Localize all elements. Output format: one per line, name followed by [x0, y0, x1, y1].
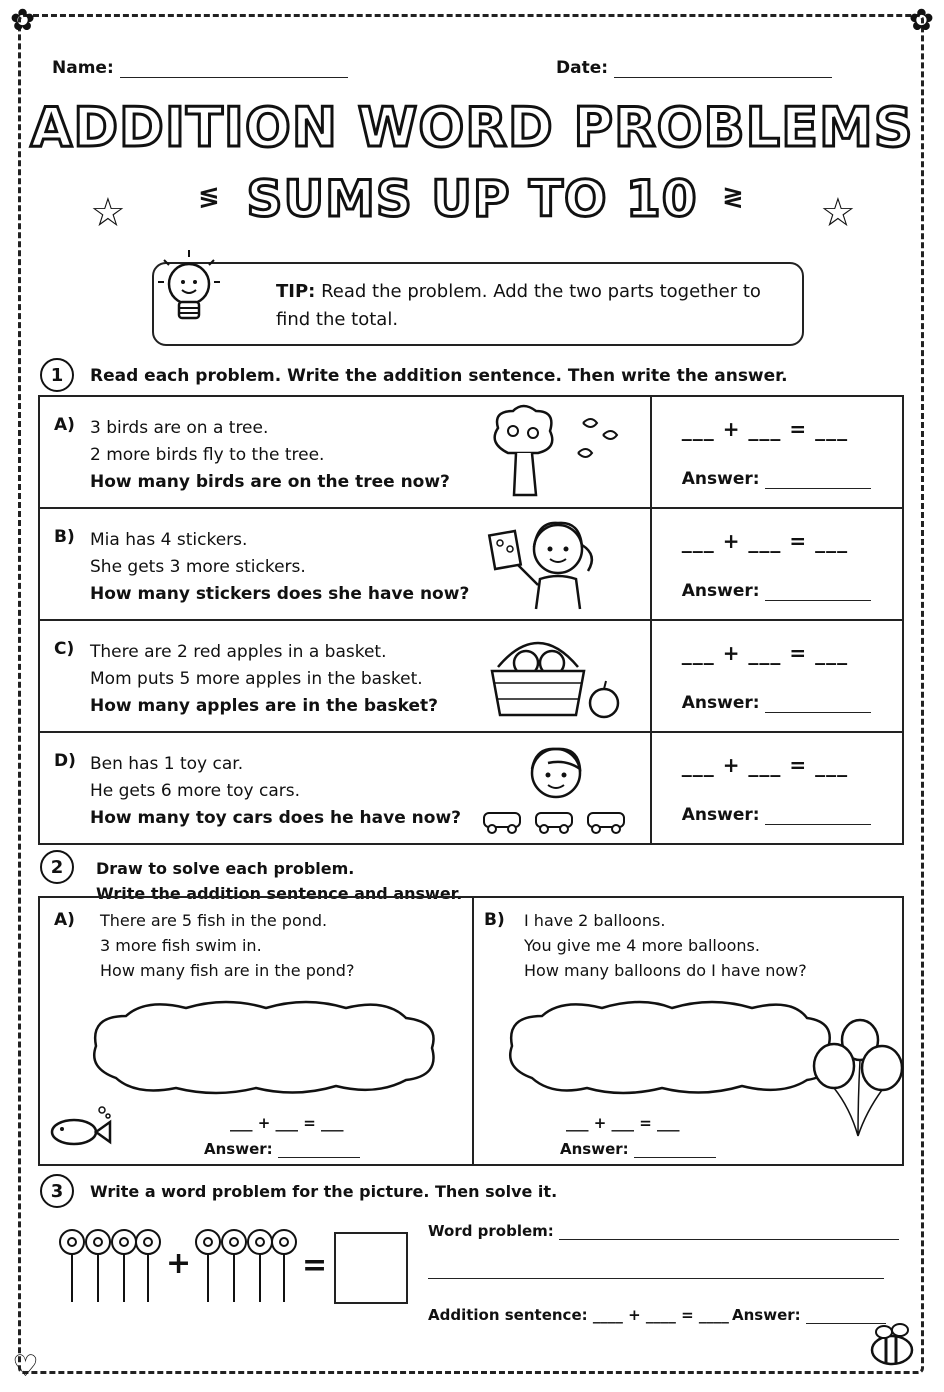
problem-letter: A) — [54, 910, 75, 930]
answer-box[interactable] — [334, 1232, 408, 1304]
problem-line: She gets 3 more stickers. — [90, 557, 306, 577]
sentence-label: Addition sentence: — [428, 1306, 588, 1324]
instruction-line: Draw to solve each problem. — [96, 859, 355, 878]
problem-line: Mom puts 5 more apples in the basket. — [90, 669, 423, 689]
problem-letter: D) — [54, 751, 76, 771]
date-field[interactable] — [556, 58, 832, 78]
problem-line: He gets 6 more toy cars. — [90, 781, 301, 801]
problem-line: You give me 4 more balloons. — [524, 936, 760, 955]
problem-line: Ben has 1 toy car. — [90, 754, 244, 774]
plus-sign: + — [166, 1246, 192, 1281]
problem-text — [524, 908, 807, 983]
lightbulb-icon — [144, 242, 234, 342]
addition-sentence-blank[interactable]: ___ + ___ = ___ — [566, 1114, 680, 1132]
problem-text — [90, 639, 438, 720]
problem-question: How many balloons do I have now? — [524, 961, 807, 980]
draw-box-b — [472, 896, 904, 1166]
star-icon: ☆ — [820, 190, 856, 236]
problem-line: 3 more fish swim in. — [100, 936, 262, 955]
answer-label: Answer: — [681, 469, 760, 489]
name-label: Name: — [52, 58, 114, 78]
heart-corner-icon: ♡ — [12, 1349, 39, 1384]
tip-text — [276, 278, 786, 334]
addition-sentence-field[interactable]: Addition sentence: ____ + ____ = ____ — [428, 1306, 729, 1324]
section1-instruction: Read each problem. Write the addition sentence. Then write the answer. — [90, 366, 788, 386]
problem-text — [90, 751, 461, 832]
problem-letter: B) — [54, 527, 75, 547]
problem-text — [90, 527, 469, 608]
tip-label: TIP: — [276, 281, 316, 302]
balloons-icon — [810, 1018, 908, 1148]
answer-label: Answer: — [204, 1140, 273, 1158]
date-label: Date: — [556, 58, 609, 78]
word-problem-label: Word problem: — [428, 1222, 554, 1240]
problem-question: How many toy cars does he have now? — [90, 808, 462, 828]
problem-line: There are 2 red apples in a basket. — [90, 642, 387, 662]
problem-text — [100, 908, 354, 983]
addition-sentence-blank[interactable]: ___ + ___ = ___ — [681, 753, 849, 777]
word-problem-line[interactable] — [428, 1262, 884, 1279]
problem-row — [39, 732, 903, 844]
problem-letter: C) — [54, 639, 75, 659]
problem-letter: A) — [54, 415, 75, 435]
answer-field[interactable] — [682, 693, 872, 713]
answer-field[interactable] — [560, 1140, 716, 1158]
draw-box-a — [38, 896, 472, 1166]
answer-label: Answer: — [732, 1306, 801, 1324]
answer-label: Answer: — [681, 693, 760, 713]
apple-basket-icon — [478, 627, 628, 723]
problem-question: How many stickers does she have now? — [90, 584, 470, 604]
answer-label: Answer: — [681, 581, 760, 601]
flowers-group-icon — [56, 1224, 162, 1306]
addition-sentence-blank[interactable]: ___ + ___ = ___ — [681, 529, 849, 553]
fish-icon — [44, 1104, 116, 1148]
section-number-1: 1 — [40, 358, 74, 392]
tree-birds-icon — [478, 403, 628, 499]
problem-row — [39, 620, 903, 732]
addition-sentence-blank[interactable]: ___ + ___ = ___ — [681, 417, 849, 441]
section-number-3: 3 — [40, 1174, 74, 1208]
addition-sentence-blank[interactable]: ___ + ___ = ___ — [230, 1114, 344, 1132]
instruction-line: Write the addition sentence and answer. — [96, 884, 463, 903]
problem-row — [39, 396, 903, 508]
problem-question: How many apples are in the basket? — [90, 696, 438, 716]
drawing-cloud-area[interactable] — [502, 998, 838, 1098]
answer-field[interactable] — [682, 469, 872, 489]
answer-field[interactable] — [204, 1140, 360, 1158]
problem-line: I have 2 balloons. — [524, 911, 666, 930]
bee-icon — [862, 1318, 920, 1370]
answer-label: Answer: — [681, 805, 760, 825]
answer-field[interactable] — [682, 805, 872, 825]
section-number-2: 2 — [40, 850, 74, 884]
problem-line: 2 more birds fly to the tree. — [90, 445, 325, 465]
answer-label: Answer: — [560, 1140, 629, 1158]
word-problem-field[interactable] — [428, 1222, 899, 1240]
drawing-cloud-area[interactable] — [86, 998, 442, 1098]
worksheet-subtitle: SUMS UP TO 10 — [246, 170, 698, 228]
problem-line: 3 birds are on a tree. — [90, 418, 269, 438]
problem-line: There are 5 fish in the pond. — [100, 911, 328, 930]
flowers-group-icon — [192, 1224, 298, 1306]
problem-question: How many birds are on the tree now? — [90, 472, 450, 492]
tip-box — [152, 262, 804, 346]
addition-sentence-blank[interactable]: ___ + ___ = ___ — [681, 641, 849, 665]
tip-body: Read the problem. Add the two parts together to find the total. — [276, 281, 761, 330]
star-icon: ☆ — [90, 190, 126, 236]
problem-question: How many fish are in the pond? — [100, 961, 355, 980]
problem-letter: B) — [484, 910, 505, 930]
equals-sign: = — [302, 1248, 328, 1283]
boy-cars-icon — [478, 739, 628, 835]
answer-field[interactable] — [682, 581, 872, 601]
girl-stickers-icon — [478, 515, 628, 611]
section1-problems-table — [38, 395, 904, 845]
flower-corner-icon: ✿ — [908, 3, 934, 38]
worksheet-title: ADDITION WORD PROBLEMS — [30, 96, 914, 159]
section3-instruction: Write a word problem for the picture. Then solve it. — [90, 1182, 558, 1201]
problem-row — [39, 508, 903, 620]
flower-corner-icon: ✿ — [10, 3, 36, 38]
problem-line: Mia has 4 stickers. — [90, 530, 248, 550]
sparkle-lines-icon: ≶ — [198, 182, 220, 212]
name-field[interactable] — [52, 58, 348, 78]
sparkle-lines-icon: ≷ — [722, 182, 744, 212]
problem-text — [90, 415, 450, 496]
